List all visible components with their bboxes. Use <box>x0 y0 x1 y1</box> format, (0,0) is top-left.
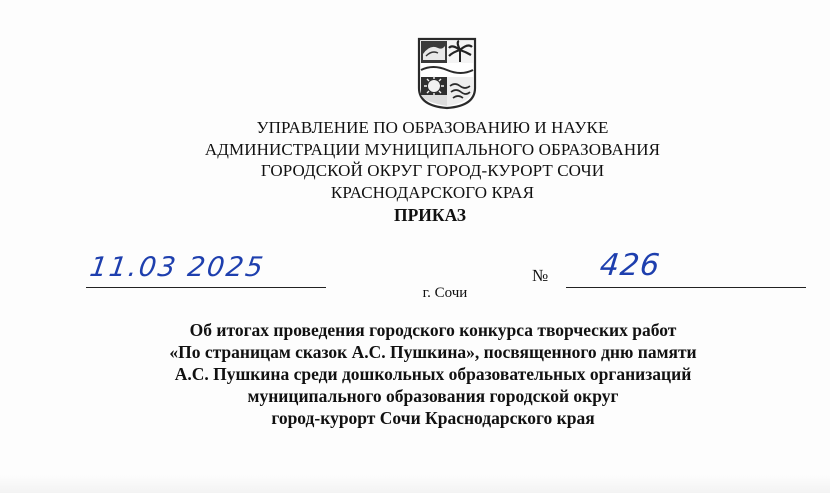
authority-header <box>0 117 830 203</box>
number-label: № <box>532 266 549 285</box>
header-line-3: ГОРОДСКОЙ ОКРУГ ГОРОД-КУРОРТ СОЧИ <box>260 161 605 180</box>
header-line-1: УПРАВЛЕНИЕ ПО ОБРАЗОВАНИЮ И НАУКЕ <box>256 118 609 137</box>
header-line-2: АДМИНИСТРАЦИИ МУНИЦИПАЛЬНОГО ОБРАЗОВАНИЯ <box>204 139 661 159</box>
subject-line-5: город-курорт Сочи Краснодарского края <box>271 408 595 428</box>
sochi-coat-of-arms-icon <box>416 36 478 110</box>
header-line-4: КРАСНОДАРСКОГО КРАЯ <box>330 182 535 202</box>
subject-line-4: муниципального образования городской округ <box>247 386 619 406</box>
subject-line-2: «По страницам сказок А.С. Пушкина», посвященного дню памяти <box>169 342 697 362</box>
order-number: 426 <box>598 248 663 283</box>
page-edge-shadow <box>0 475 830 493</box>
city: г. Сочи <box>422 285 468 301</box>
subject-line-3: А.С. Пушкина среди дошкольных образовательных организаций <box>174 364 692 384</box>
document-type: ПРИКАЗ <box>393 205 467 225</box>
order-date: 11.03 2025 <box>87 252 267 283</box>
subject-line-1: Об итогах проведения городского конкурса творческих работ <box>189 320 677 340</box>
order-subject <box>0 319 830 429</box>
